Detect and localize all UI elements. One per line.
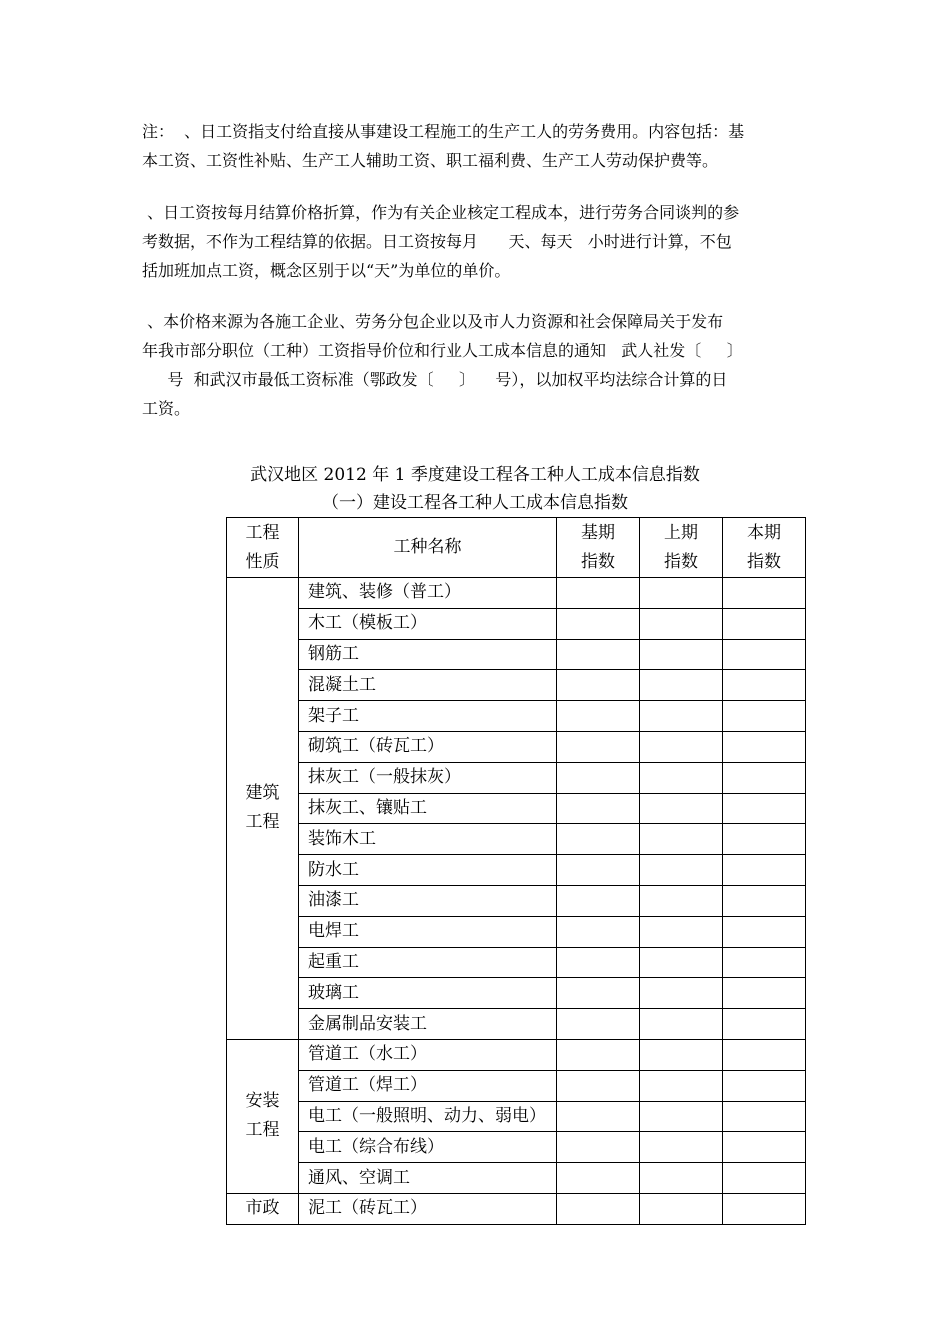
base-index-cell <box>557 947 640 978</box>
cost-index-table <box>226 517 806 1225</box>
curr-index-cell <box>723 578 806 609</box>
trade-name-cell: 砌筑工（砖瓦工） <box>299 731 557 762</box>
header-base-line-1: 基期 <box>581 522 615 543</box>
category-label: 市政 <box>245 1198 280 1219</box>
trade-name-cell: 建筑、装修（普工） <box>299 578 557 609</box>
table-row <box>227 1193 806 1224</box>
curr-index-cell <box>723 916 806 947</box>
table-title: 武汉地区 2012 年 1 季度建设工程各工种人工成本信息指数 <box>250 465 700 485</box>
table-row <box>227 978 806 1009</box>
curr-index-cell <box>723 855 806 886</box>
header-prev-line-1: 上期 <box>664 522 698 543</box>
base-index-cell <box>557 1101 640 1132</box>
trade-name-cell: 金属制品安装工 <box>299 1009 557 1040</box>
prev-index-cell <box>640 731 723 762</box>
note-2-line-1: 、日工资按每月结算价格折算，作为有关企业核定工程成本，进行劳务合同谈判的参 <box>142 203 740 222</box>
base-index-cell <box>557 731 640 762</box>
curr-index-cell <box>723 1070 806 1101</box>
table-row <box>227 670 806 701</box>
header-prev-index <box>640 518 723 578</box>
header-base-line-2: 指数 <box>581 551 615 572</box>
curr-index-cell <box>723 639 806 670</box>
header-category-line-1: 工程 <box>245 522 280 543</box>
trade-name-cell: 管道工（焊工） <box>299 1070 557 1101</box>
prev-index-cell <box>640 1101 723 1132</box>
base-index-cell <box>557 1009 640 1040</box>
table-row <box>227 608 806 639</box>
curr-index-cell <box>723 1193 806 1224</box>
prev-index-cell <box>640 1039 723 1070</box>
base-index-cell <box>557 793 640 824</box>
base-index-cell <box>557 885 640 916</box>
trade-name-cell: 木工（模板工） <box>299 608 557 639</box>
prev-index-cell <box>640 701 723 732</box>
trade-name-cell: 起重工 <box>299 947 557 978</box>
category-label: 安装 <box>245 1091 280 1112</box>
curr-index-cell <box>723 824 806 855</box>
curr-index-cell <box>723 762 806 793</box>
table-row <box>227 701 806 732</box>
trade-name-cell: 电工（综合布线） <box>299 1132 557 1163</box>
trade-name-cell: 混凝土工 <box>299 670 557 701</box>
note-3-line-4: 工资。 <box>142 399 191 418</box>
curr-index-cell <box>723 701 806 732</box>
header-category-line-2: 性质 <box>245 551 280 572</box>
base-index-cell <box>557 578 640 609</box>
table-row <box>227 1163 806 1194</box>
curr-index-cell <box>723 1101 806 1132</box>
curr-index-cell <box>723 947 806 978</box>
category-label: 工程 <box>245 1120 280 1141</box>
curr-index-cell <box>723 608 806 639</box>
curr-index-cell <box>723 731 806 762</box>
note-3-line-2: 年我市部分职位（工种）工资指导价位和行业人工成本信息的通知 武人社发〔 〕 <box>142 341 743 360</box>
prev-index-cell <box>640 978 723 1009</box>
prev-index-cell <box>640 608 723 639</box>
prev-index-cell <box>640 855 723 886</box>
note-1-line-1: 注： 、日工资指支付给直接从事建设工程施工的生产工人的劳务费用。内容包括：基 <box>142 122 745 141</box>
header-category <box>227 518 299 578</box>
note-2 <box>142 198 812 285</box>
curr-index-cell <box>723 670 806 701</box>
trade-name-cell: 装饰木工 <box>299 824 557 855</box>
note-2-line-2: 考数据，不作为工程结算的依据。日工资按每月 天、每天 小时进行计算，不包 <box>142 232 732 251</box>
trade-name-cell: 抹灰工（一般抹灰） <box>299 762 557 793</box>
header-curr-line-1: 本期 <box>747 522 781 543</box>
header-curr-line-2: 指数 <box>747 551 781 572</box>
curr-index-cell <box>723 978 806 1009</box>
table-row <box>227 578 806 609</box>
table-header-row <box>227 518 806 578</box>
table-row <box>227 1070 806 1101</box>
prev-index-cell <box>640 885 723 916</box>
prev-index-cell <box>640 1009 723 1040</box>
note-2-line-3: 括加班加点工资，概念区别于以“天”为单位的单价。 <box>142 261 511 280</box>
base-index-cell <box>557 762 640 793</box>
table-row <box>227 855 806 886</box>
base-index-cell <box>557 824 640 855</box>
trade-name-cell: 电焊工 <box>299 916 557 947</box>
note-1 <box>142 117 812 175</box>
prev-index-cell <box>640 947 723 978</box>
header-base-index <box>557 518 640 578</box>
header-name: 工种名称 <box>299 518 557 578</box>
trade-name-cell: 油漆工 <box>299 885 557 916</box>
base-index-cell <box>557 1070 640 1101</box>
trade-name-cell: 电工（一般照明、动力、弱电） <box>299 1101 557 1132</box>
prev-index-cell <box>640 793 723 824</box>
trade-name-cell: 防水工 <box>299 855 557 886</box>
base-index-cell <box>557 1132 640 1163</box>
base-index-cell <box>557 916 640 947</box>
base-index-cell <box>557 1193 640 1224</box>
trade-name-cell: 管道工（水工） <box>299 1039 557 1070</box>
note-3-line-3: 号 和武汉市最低工资标准（鄂政发〔 〕 号），以加权平均法综合计算的日 <box>142 370 728 389</box>
base-index-cell <box>557 639 640 670</box>
base-index-cell <box>557 1163 640 1194</box>
note-3 <box>142 307 812 423</box>
prev-index-cell <box>640 639 723 670</box>
table-row <box>227 885 806 916</box>
prev-index-cell <box>640 824 723 855</box>
curr-index-cell <box>723 1132 806 1163</box>
table-row <box>227 1039 806 1070</box>
curr-index-cell <box>723 1163 806 1194</box>
table-row <box>227 762 806 793</box>
category-label: 建筑 <box>245 783 280 804</box>
curr-index-cell <box>723 885 806 916</box>
trade-name-cell: 泥工（砖瓦工） <box>299 1193 557 1224</box>
prev-index-cell <box>640 670 723 701</box>
base-index-cell <box>557 701 640 732</box>
curr-index-cell <box>723 1009 806 1040</box>
trade-name-cell: 抹灰工、镶贴工 <box>299 793 557 824</box>
prev-index-cell <box>640 578 723 609</box>
prev-index-cell <box>640 1193 723 1224</box>
base-index-cell <box>557 670 640 701</box>
category-cell <box>227 1039 299 1193</box>
base-index-cell <box>557 1039 640 1070</box>
table-row <box>227 916 806 947</box>
header-curr-index <box>723 518 806 578</box>
prev-index-cell <box>640 916 723 947</box>
category-cell <box>227 578 299 1040</box>
trade-name-cell: 通风、空调工 <box>299 1163 557 1194</box>
header-prev-line-2: 指数 <box>664 551 698 572</box>
prev-index-cell <box>640 762 723 793</box>
prev-index-cell <box>640 1132 723 1163</box>
prev-index-cell <box>640 1070 723 1101</box>
trade-name-cell: 钢筋工 <box>299 639 557 670</box>
prev-index-cell <box>640 1163 723 1194</box>
base-index-cell <box>557 855 640 886</box>
table-row <box>227 1009 806 1040</box>
category-cell <box>227 1193 299 1224</box>
table-row <box>227 824 806 855</box>
table-row <box>227 639 806 670</box>
table-row <box>227 1132 806 1163</box>
base-index-cell <box>557 978 640 1009</box>
curr-index-cell <box>723 793 806 824</box>
table-subtitle: （一）建设工程各工种人工成本信息指数 <box>322 493 628 513</box>
base-index-cell <box>557 608 640 639</box>
trade-name-cell: 玻璃工 <box>299 978 557 1009</box>
table-row <box>227 1101 806 1132</box>
note-1-line-2: 本工资、工资性补贴、生产工人辅助工资、职工福利费、生产工人劳动保护费等。 <box>142 151 719 170</box>
table-row <box>227 793 806 824</box>
table-row <box>227 731 806 762</box>
trade-name-cell: 架子工 <box>299 701 557 732</box>
category-label: 工程 <box>245 812 280 833</box>
note-3-line-1: 、本价格来源为各施工企业、劳务分包企业以及市人力资源和社会保障局关于发布 <box>142 312 724 331</box>
curr-index-cell <box>723 1039 806 1070</box>
table-row <box>227 947 806 978</box>
